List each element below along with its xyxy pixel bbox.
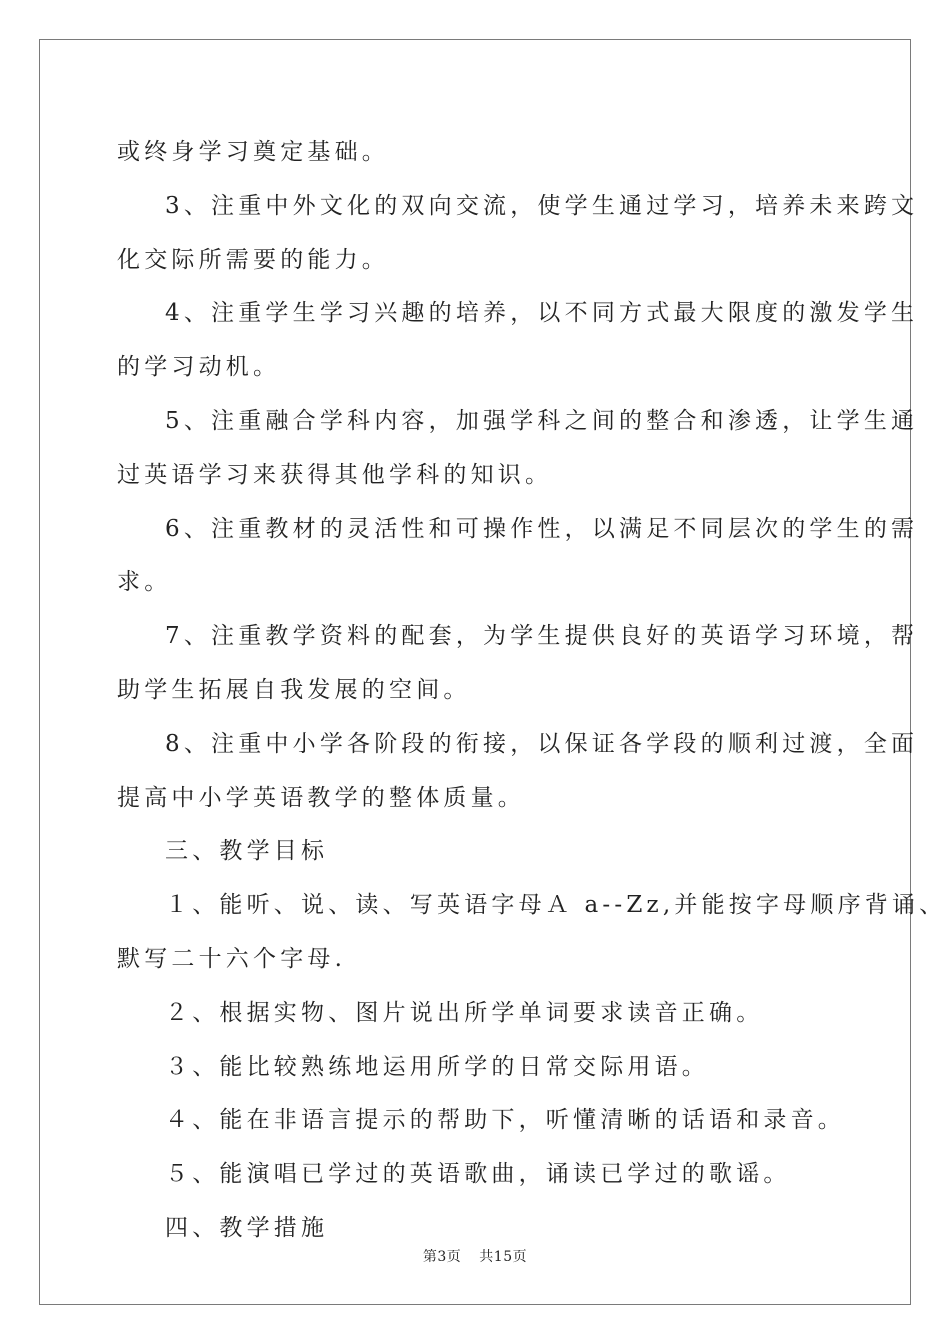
text-line: ２、根据实物、图片说出所学单词要求读音正确。 — [165, 999, 764, 1026]
text-line: 8、注重中小学各阶段的衔接，以保证各学段的顺利过渡，全面 — [165, 730, 919, 757]
page-number: 第3页 — [422, 1249, 462, 1265]
text-line: 7、注重教学资料的配套，为学生提供良好的英语学习环境，帮 — [165, 623, 919, 650]
text-line: 三、教学目标 — [165, 838, 329, 865]
page-total: 共15页 — [479, 1249, 528, 1265]
page-footer — [0, 1246, 950, 1266]
text-line: 5、注重融合学科内容，加强学科之间的整合和渗透，让学生通 — [165, 407, 919, 434]
text-line: ４、能在非语言提示的帮助下，听懂清晰的话语和录音。 — [165, 1107, 845, 1134]
text-line: 6、注重教材的灵活性和可操作性，以满足不同层次的学生的需 — [165, 515, 919, 542]
text-line: １、能听、说、读、写英语字母Ａ a--Zz,并能按字母顺序背诵、 — [165, 892, 947, 919]
text-line: 四、教学措施 — [165, 1214, 329, 1241]
text-line: 或终身学习奠定基础。 — [117, 139, 389, 165]
text-line: ５、能演唱已学过的英语歌曲，诵读已学过的歌谣。 — [165, 1161, 791, 1188]
text-line: 助学生拓展自我发展的空间。 — [117, 676, 471, 703]
text-line: 过英语学习来获得其他学科的知识。 — [117, 461, 553, 488]
text-line: 化交际所需要的能力。 — [117, 246, 389, 273]
document-body — [117, 127, 947, 1257]
text-line: 提高中小学英语教学的整体质量。 — [117, 784, 525, 811]
text-line: 的学习动机。 — [117, 354, 281, 381]
text-line: 求。 — [117, 569, 172, 596]
text-line: 默写二十六个字母. — [117, 945, 347, 972]
text-line: 3、注重中外文化的双向交流，使学生通过学习，培养未来跨文 — [165, 192, 919, 219]
text-line: ３、能比较熟练地运用所学的日常交际用语。 — [165, 1053, 709, 1080]
text-line: 4、注重学生学习兴趣的培养，以不同方式最大限度的激发学生 — [165, 300, 919, 327]
